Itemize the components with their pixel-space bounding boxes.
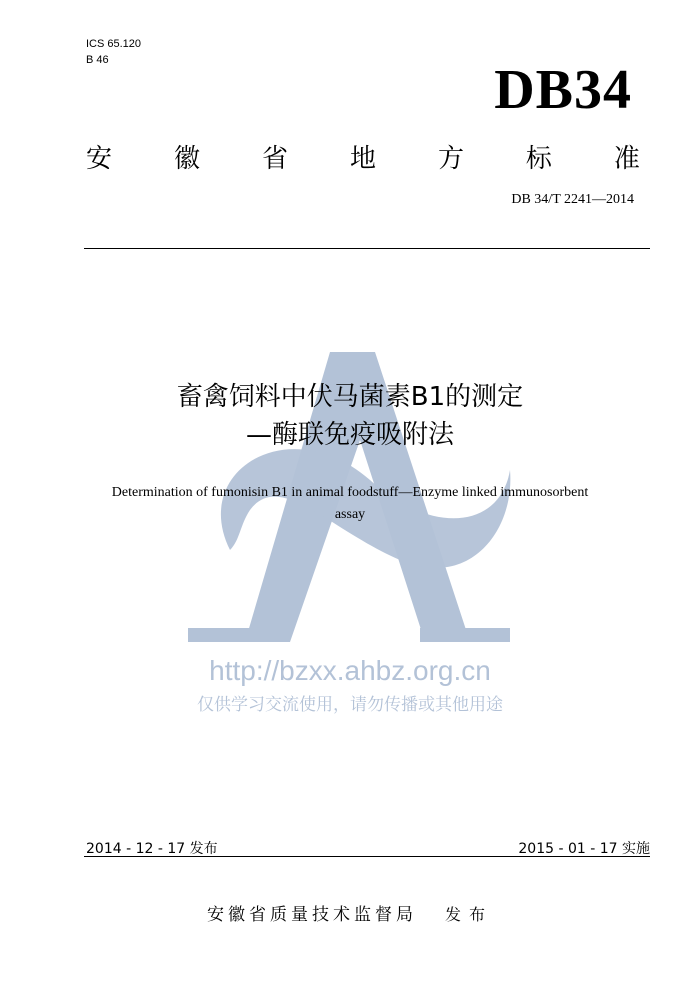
title-en-line1: Determination of fumonisin B1 in animal foodstuff—Enzyme linked immunosorbent [111, 485, 589, 500]
title-cn-line2: —酶联免疫吸附法 [245, 420, 454, 450]
bottom-divider [84, 856, 650, 857]
issuer [0, 900, 700, 925]
ics-code: ICS 65.120 [86, 38, 142, 50]
issuer-verb: 发布 [444, 905, 493, 924]
watermark-url: http://bzxx.ahbz.org.cn [209, 655, 491, 686]
standard-type-char: 徽 [173, 144, 200, 174]
top-divider [84, 248, 650, 249]
db-code: DB34 [494, 59, 632, 121]
standard-type-banner [86, 138, 640, 175]
title-english [50, 482, 650, 526]
implement-date: 2015 - 01 - 17 实施 [518, 841, 650, 857]
standard-type-char: 安 [86, 144, 113, 174]
standard-type-char: 地 [349, 144, 376, 174]
title-chinese [0, 378, 700, 454]
watermark-note: 仅供学习交流使用，请勿传播或其他用途 [197, 695, 503, 715]
standard-type-char: 方 [437, 144, 464, 174]
title-en-line2: assay [334, 507, 366, 522]
standard-type-char: 准 [613, 144, 640, 174]
standard-type-char: 省 [261, 144, 288, 174]
issue-date: 2014 - 12 - 17 发布 [86, 841, 218, 857]
ccs-code: B 46 [86, 54, 109, 66]
issuer-name: 安徽省质量技术监督局 [206, 905, 417, 925]
standard-type-char: 标 [525, 144, 552, 174]
title-cn-line1: 畜禽饲料中伏马菌素B1的测定 [176, 382, 524, 412]
standard-number: DB 34/T 2241—2014 [511, 192, 634, 207]
classification-codes [86, 36, 141, 68]
